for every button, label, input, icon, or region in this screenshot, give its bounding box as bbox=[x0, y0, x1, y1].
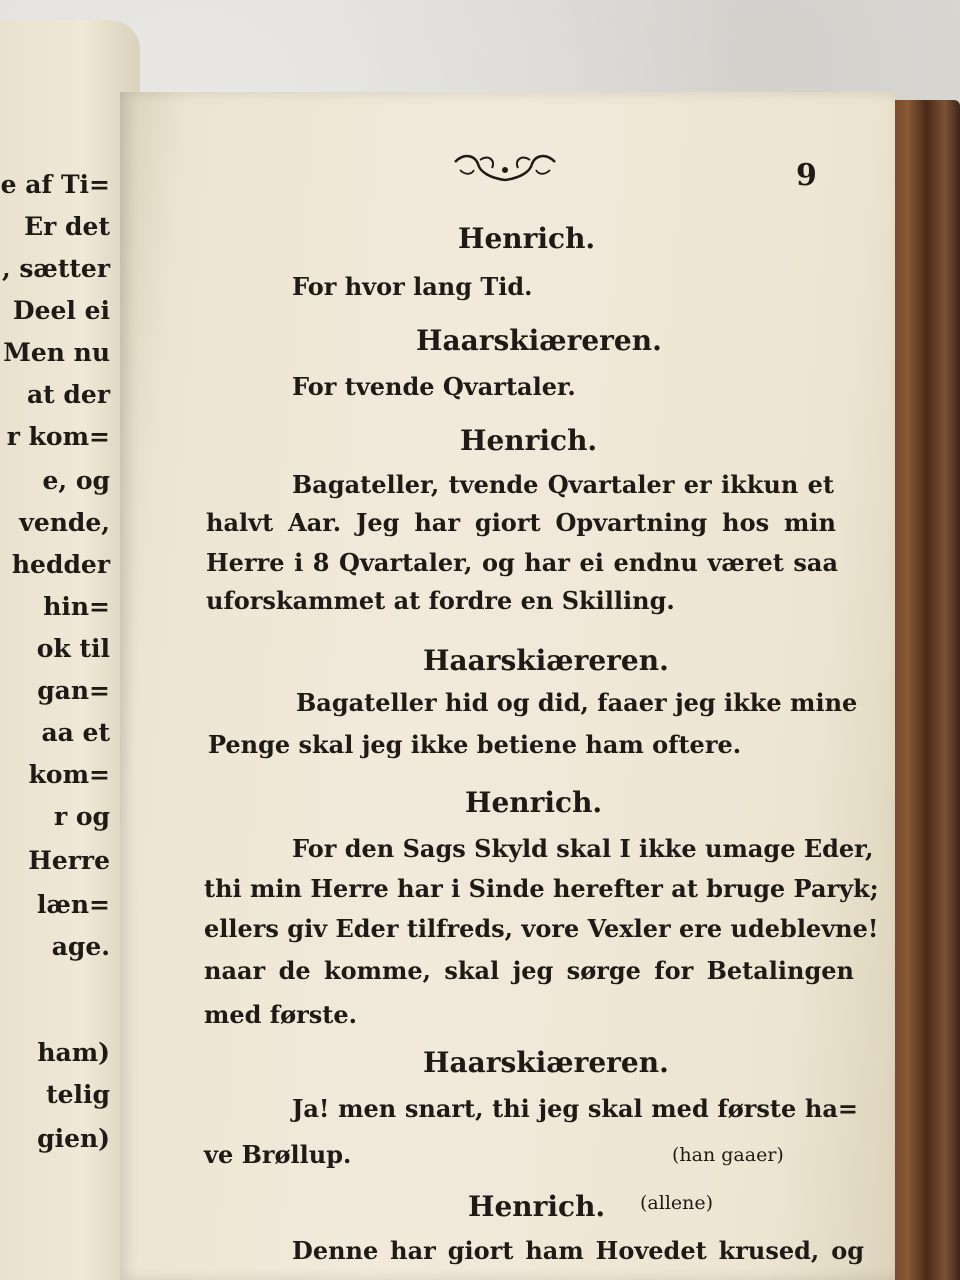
dialogue-line: thi min Herre har i Sinde herefter at bruge Paryk; bbox=[204, 874, 879, 903]
left-page-fragment: , sætter bbox=[1, 254, 110, 283]
dialogue-line: ellers giv Eder tilfreds, vore Vexler ere udeblevne! bbox=[204, 914, 879, 943]
left-page-fragment: kom= bbox=[28, 760, 110, 789]
left-page-fragment: hedder bbox=[11, 550, 110, 579]
page-number: 9 bbox=[796, 158, 817, 193]
speaker-name: Henrich. bbox=[460, 424, 598, 457]
left-page-fragment: Deel ei bbox=[12, 296, 110, 325]
speaker-name: Haarskiæreren. bbox=[423, 644, 669, 677]
left-page-fragment: r og bbox=[53, 802, 110, 831]
left-page-fragment: ok til bbox=[36, 634, 110, 663]
dialogue-line: Bagateller hid og did, faaer jeg ikke mine bbox=[296, 688, 858, 717]
left-page-fragment: gien) bbox=[37, 1124, 110, 1153]
dialogue-line: Penge skal jeg ikke betiene ham oftere. bbox=[208, 730, 742, 759]
dialogue-line: uforskammet at fordre en Skilling. bbox=[206, 586, 675, 615]
dialogue-line: For hvor lang Tid. bbox=[292, 272, 533, 301]
dialogue-line: naar de komme, skal jeg sørge for Betalingen bbox=[204, 956, 854, 985]
dialogue-line: For tvende Qvartaler. bbox=[292, 372, 576, 401]
left-page-fragment: aa et bbox=[41, 718, 110, 747]
dialogue-line: med første. bbox=[204, 1000, 357, 1029]
left-page-fragment: hin= bbox=[43, 592, 110, 621]
left-page bbox=[0, 20, 140, 1280]
left-page-fragment: Er det bbox=[24, 212, 110, 241]
left-page-fragment: vende, bbox=[19, 508, 110, 537]
speaker-name: Henrich. bbox=[458, 222, 596, 255]
dialogue-line: Denne har giort ham Hovedet krused, og bbox=[292, 1236, 864, 1265]
left-page-fragment: ham) bbox=[37, 1038, 110, 1067]
speaker-name: Haarskiæreren. bbox=[416, 324, 662, 357]
left-page-fragment: at der bbox=[26, 380, 110, 409]
left-page-fragment: r kom= bbox=[6, 422, 110, 451]
left-page-fragment: telig bbox=[46, 1080, 110, 1109]
left-page-fragment: læn= bbox=[37, 890, 110, 919]
left-page-fragment: Men nu bbox=[3, 338, 110, 367]
speaker-name: Haarskiæreren. bbox=[423, 1046, 669, 1079]
dialogue-line: Ja! men snart, thi jeg skal med første ha= bbox=[292, 1094, 858, 1123]
dialogue-line: Herre i 8 Qvartaler, og har ei endnu været saa bbox=[206, 548, 838, 577]
left-page-fragment: e, og bbox=[42, 466, 110, 495]
book-cover-edge bbox=[885, 100, 960, 1280]
left-page-fragment: gan= bbox=[37, 676, 110, 705]
stage-direction: (han gaaer) bbox=[672, 1144, 784, 1166]
speaker-name: Henrich. bbox=[465, 786, 603, 819]
dialogue-line: For den Sags Skyld skal I ikke umage Eder, bbox=[292, 834, 874, 863]
left-page-fragment: Herre bbox=[28, 846, 110, 875]
stage-direction: (allene) bbox=[640, 1192, 714, 1214]
ornament-icon bbox=[450, 150, 560, 190]
dialogue-line: halvt Aar. Jeg har giort Opvartning hos min bbox=[206, 508, 836, 537]
left-page-fragment: age. bbox=[51, 932, 110, 961]
dialogue-line: ve Brøllup. bbox=[204, 1140, 352, 1169]
left-page-fragment: e af Ti= bbox=[0, 170, 110, 199]
speaker-name: Henrich. bbox=[468, 1190, 606, 1223]
dialogue-line: Bagateller, tvende Qvartaler er ikkun et bbox=[292, 470, 834, 499]
